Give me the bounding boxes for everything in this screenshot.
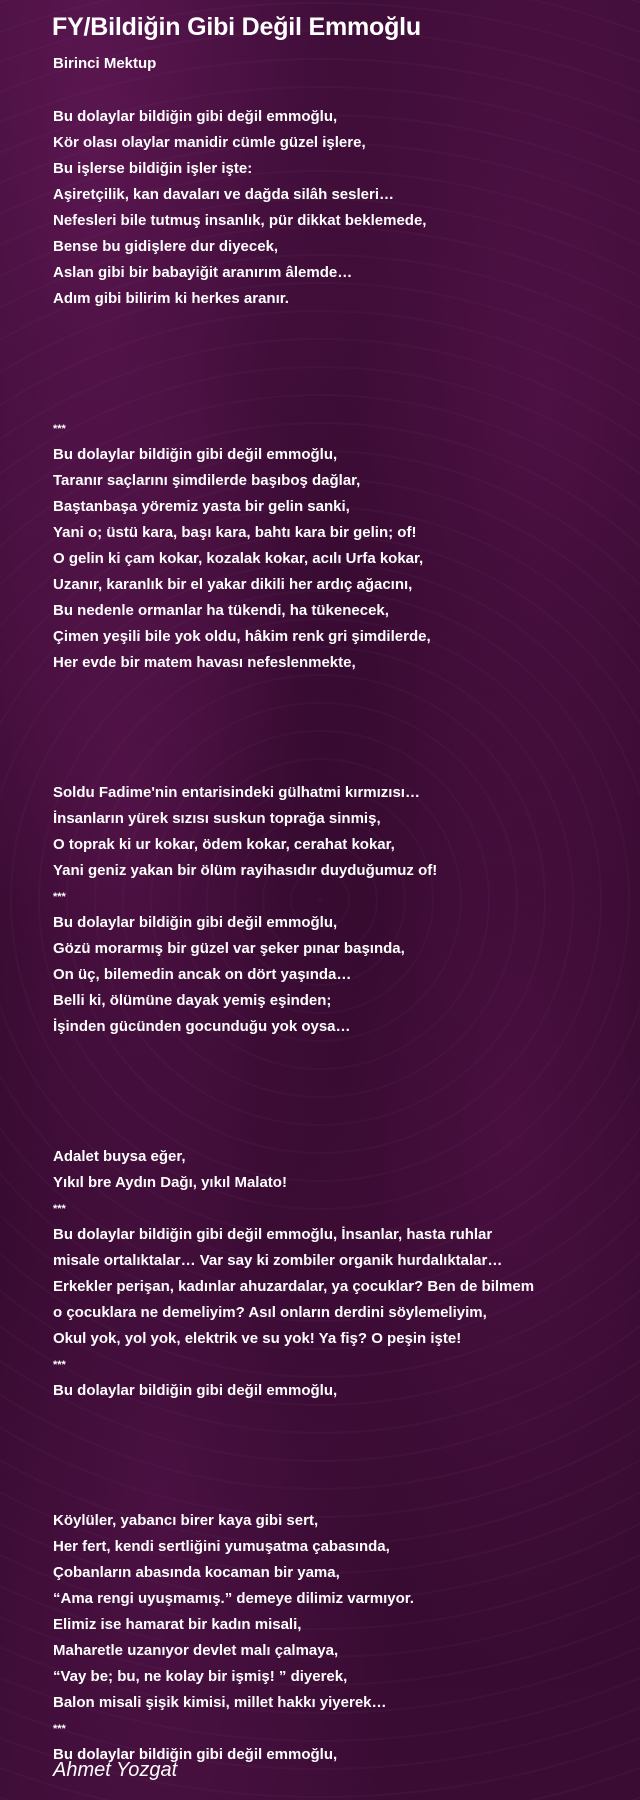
blank-line bbox=[53, 676, 633, 702]
stanza-separator: *** bbox=[53, 1203, 66, 1215]
poem-line: Çobanların abasında kocaman bir yama, bbox=[53, 1564, 340, 1581]
blank-line bbox=[53, 1430, 633, 1456]
poem-line: Nefesleri bile tutmuş insanlık, pür dikkat beklemede, bbox=[53, 212, 427, 229]
poem-line: misale ortalıktalar… Var say ki zombiler organik hurdalıktalar… bbox=[53, 1252, 503, 1269]
poem-line: O toprak ki ur kokar, ödem kokar, cerahat kokar, bbox=[53, 836, 395, 853]
poem-body bbox=[53, 104, 633, 1768]
poem-line: Soldu Fadime'nin entarisindeki gülhatmi kırmızısı… bbox=[53, 784, 420, 801]
poem-line: “Vay be; bu, ne kolay bir işmiş! ” diyerek, bbox=[53, 1668, 348, 1685]
blank-line bbox=[53, 702, 633, 728]
poem-line: “Ama rengi uyuşmamış.” demeye dilimiz varmıyor. bbox=[53, 1590, 414, 1607]
poem-line: Bu dolaylar bildiğin gibi değil emmoğlu, bbox=[53, 1382, 338, 1399]
poem-line: Her fert, kendi sertliğini yumuşatma çabasında, bbox=[53, 1538, 390, 1555]
poem-line: On üç, bilemedin ancak on dört yaşında… bbox=[53, 966, 352, 983]
poem-line: Bu işlerse bildiğin işler işte: bbox=[53, 160, 253, 177]
poem-line: Erkekler perişan, kadınlar ahuzardalar, ya çocuklar? Ben de bilmem bbox=[53, 1278, 535, 1295]
poem-line: Aşiretçilik, kan davaları ve dağda silâh sesleri… bbox=[53, 186, 395, 203]
stanza-separator: *** bbox=[53, 891, 66, 903]
poem-line: Her evde bir matem havası nefeslenmekte, bbox=[53, 654, 356, 671]
blank-line bbox=[53, 312, 633, 338]
stanza-separator: *** bbox=[53, 1723, 66, 1735]
poem-line: Gözü morarmış bir güzel var şeker pınar başında, bbox=[53, 940, 405, 957]
poem-subtitle: Birinci Mektup bbox=[53, 55, 157, 72]
poem-line: Köylüler, yabancı birer kaya gibi sert, bbox=[53, 1512, 319, 1529]
blank-line bbox=[53, 1092, 633, 1118]
poem-line: Bu dolaylar bildiğin gibi değil emmoğlu, bbox=[53, 108, 338, 125]
poem-line: Okul yok, yol yok, elektrik ve su yok! Ya fiş? O peşin işte! bbox=[53, 1330, 462, 1347]
poem-line: Uzanır, karanlık bir el yakar dikili her ardıç ağacını, bbox=[53, 576, 413, 593]
blank-line bbox=[53, 390, 633, 416]
poem-line: Balon misali şişik kimisi, millet hakkı yiyerek… bbox=[53, 1694, 387, 1711]
stanza-separator: *** bbox=[53, 423, 66, 435]
poem-line: O gelin ki çam kokar, kozalak kokar, acılı Urfa kokar, bbox=[53, 550, 424, 567]
blank-line bbox=[53, 728, 633, 754]
blank-line bbox=[53, 754, 633, 780]
poem-line: İşinden gücünden gocunduğu yok oysa… bbox=[53, 1018, 351, 1035]
poem-line: o çocuklara ne demeliyim? Asıl onların derdini söylemeliyim, bbox=[53, 1304, 487, 1321]
poem-line: Adım gibi bilirim ki herkes aranır. bbox=[53, 290, 289, 307]
poem-line: Bu dolaylar bildiğin gibi değil emmoğlu, bbox=[53, 914, 338, 931]
blank-line bbox=[53, 338, 633, 364]
blank-line bbox=[53, 1456, 633, 1482]
poem-line: Taranır saçlarını şimdilerde başıboş dağlar, bbox=[53, 472, 361, 489]
poem-line: Yani o; üstü kara, başı kara, bahtı kara bir gelin; of! bbox=[53, 524, 417, 541]
blank-line bbox=[53, 1118, 633, 1144]
poem-line: Bu dolaylar bildiğin gibi değil emmoğlu, bbox=[53, 446, 338, 463]
stanza-separator: *** bbox=[53, 1359, 66, 1371]
blank-line bbox=[53, 1066, 633, 1092]
poem-line: Maharetle uzanıyor devlet malı çalmaya, bbox=[53, 1642, 339, 1659]
poem-line: Bu dolaylar bildiğin gibi değil emmoğlu, İnsanlar, hasta ruhlar bbox=[53, 1226, 493, 1243]
poem-line: Yani geniz yakan bir ölüm rayihasıdır duyduğumuz of! bbox=[53, 862, 438, 879]
poem-title: FY/Bildiğin Gibi Değil Emmoğlu bbox=[52, 13, 422, 41]
blank-line bbox=[53, 1404, 633, 1430]
poem-line: Elimiz ise hamarat bir kadın misali, bbox=[53, 1616, 302, 1633]
poem-line: İnsanların yürek sızısı suskun toprağa sinmiş, bbox=[53, 810, 381, 827]
poem-line: Bu nedenle ormanlar ha tükendi, ha tükenecek, bbox=[53, 602, 389, 619]
blank-line bbox=[53, 1482, 633, 1508]
poem-line: Adalet buysa eğer, bbox=[53, 1148, 186, 1165]
poem-line: Belli ki, ölümüne dayak yemiş eşinden; bbox=[53, 992, 332, 1009]
poem-author: Ahmet Yozgat bbox=[53, 1759, 178, 1781]
poem-line: Çimen yeşili bile yok oldu, hâkim renk gri şimdilerde, bbox=[53, 628, 431, 645]
poem-line: Baştanbaşa yöremiz yasta bir gelin sanki, bbox=[53, 498, 350, 515]
blank-line bbox=[53, 1040, 633, 1066]
poem-line: Bense bu gidişlere dur diyecek, bbox=[53, 238, 279, 255]
poem-line: Yıkıl bre Aydın Dağı, yıkıl Malato! bbox=[53, 1174, 287, 1191]
poem-line: Bu dolaylar bildiğin gibi değil emmoğlu, bbox=[53, 1746, 338, 1763]
blank-line bbox=[53, 364, 633, 390]
poem-line: Aslan gibi bir babayiğit aranırım âlemde… bbox=[53, 264, 353, 281]
poem-line: Kör olası olaylar manidir cümle güzel işlere, bbox=[53, 134, 366, 151]
